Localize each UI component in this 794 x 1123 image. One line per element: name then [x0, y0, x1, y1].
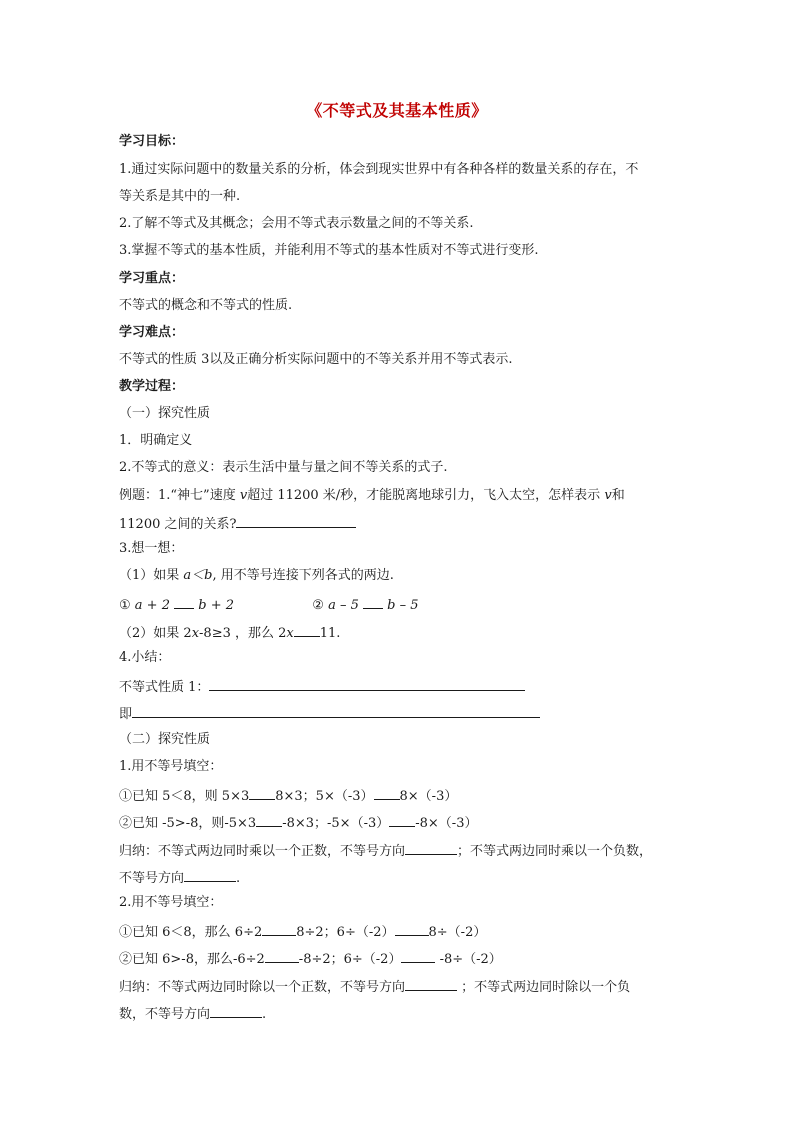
example-variable-v2: v [604, 488, 612, 503]
part-2-heading: （二）探究性质 [119, 732, 211, 747]
summary-2-line-2 [119, 1004, 266, 1023]
answer-blank[interactable] [209, 677, 525, 691]
part-1-heading: （一）探究性质 [119, 406, 211, 421]
summary-1-c: 不等号方向 [119, 871, 185, 886]
summary-2-c: 数，不等号方向 [119, 1007, 211, 1022]
fill-1-item-2-c: -8×（-3） [415, 816, 478, 831]
ji-line [119, 704, 540, 723]
page-title: 《不等式及其基本性质》 [306, 101, 488, 120]
answer-blank[interactable] [256, 813, 282, 827]
summary-1-b: ；不等式两边同时乘以一个负数， [457, 844, 653, 859]
focus-text: 不等式的概念和不等式的性质. [119, 298, 293, 313]
goal-2: 2.了解不等式及其概念；会用不等式表示数量之间的不等关系. [119, 216, 474, 231]
fill-2-item-1-c: 8÷（-2） [428, 925, 487, 940]
fill-1-item-1-a: ①已知 5＜8，则 5×3 [119, 789, 250, 804]
goals-heading: 学习目标： [119, 134, 185, 149]
fill-2-item-2-b: -8÷2；6÷（-2） [298, 952, 402, 967]
summary-1-line-1 [119, 841, 652, 860]
summary-1-a: 归纳：不等式两边同时乘以一个正数，不等号方向 [119, 844, 406, 859]
summary-2-d: . [262, 1007, 267, 1022]
summary-2-b: ；不等式两边同时除以一个负 [457, 980, 631, 995]
difficulty-text: 不等式的性质 3以及正确分析实际问题中的不等关系并用不等式表示. [119, 352, 513, 367]
question-2-var-x: x [191, 626, 200, 641]
property-1-line [119, 677, 525, 696]
answer-blank[interactable] [174, 595, 194, 609]
summary-1-line-2 [119, 868, 240, 887]
property-1-label: 不等式性质 1： [119, 680, 210, 695]
fill-2-item-2 [119, 949, 502, 968]
fill-1-item-1-c: 8×（-3） [399, 789, 458, 804]
answer-blank[interactable] [249, 786, 275, 800]
fill-2-item-1 [119, 922, 486, 941]
process-heading: 教学过程： [119, 379, 185, 394]
fill-1-item-1-b: 8×3；5×（-3） [275, 789, 374, 804]
answer-blank[interactable] [184, 868, 236, 882]
question-1-text-a: （1）如果 [119, 568, 184, 583]
question-1-items [119, 595, 419, 614]
question-1-expr: a＜b [183, 568, 213, 583]
goal-3: 3.掌握不等式的基本性质，并能利用不等式的基本性质对不等式进行变形. [119, 243, 539, 258]
item-1-marker: ① [119, 598, 135, 613]
difficulty-heading: 学习难点： [119, 325, 185, 340]
example-text-b: 超过 11200 米/秒，才能脱离地球引力，飞入太空，怎样表示 [247, 488, 605, 503]
goal-1-line-1: 1.通过实际问题中的数量关系的分析，体会到现实世界中有各种各样的数量关系的存在，不 [119, 162, 639, 177]
answer-blank[interactable] [401, 949, 435, 963]
item-1-left: a + 2 [134, 598, 170, 613]
answer-blank[interactable] [210, 1004, 262, 1018]
item-2-marker: ② [312, 598, 329, 613]
question-1 [119, 568, 394, 584]
question-2 [119, 623, 340, 642]
summary-2-a: 归纳：不等式两边同时除以一个正数，不等号方向 [119, 980, 406, 995]
question-2-text-c: 11. [319, 626, 341, 641]
answer-blank[interactable] [236, 514, 356, 528]
answer-blank[interactable] [405, 841, 457, 855]
example-line-2 [119, 514, 356, 533]
example-line-1 [119, 488, 625, 504]
item-2-left: a – 5 [328, 598, 359, 613]
fill-1-heading: 1.用不等号填空： [119, 759, 223, 774]
step-1: 1．明确定义 [119, 433, 193, 448]
answer-blank[interactable] [389, 813, 415, 827]
fill-1-item-2 [119, 813, 477, 832]
fill-2-heading: 2.用不等号填空： [119, 895, 223, 910]
goal-1-line-2: 等关系是其中的一种. [119, 189, 241, 204]
answer-blank[interactable] [405, 977, 457, 991]
answer-blank[interactable] [374, 786, 400, 800]
item-2-right: b – 5 [387, 598, 419, 613]
step-2: 2.不等式的意义：表示生活中量与量之间不等关系的式子. [119, 460, 448, 475]
question-1-text-b: , 用不等号连接下列各式的两边. [212, 568, 394, 583]
fill-1-item-2-a: ②已知 -5>-8，则-5×3 [119, 816, 257, 831]
answer-blank[interactable] [363, 595, 383, 609]
summary-1-d: . [236, 871, 241, 886]
step-4: 4.小结： [119, 650, 171, 665]
fill-1-item-1 [119, 786, 457, 805]
example-line-2-text: 11200 之间的关系? [119, 517, 237, 532]
answer-blank[interactable] [265, 949, 299, 963]
fill-2-item-1-a: ①已知 6＜8，那么 6÷2 [119, 925, 263, 940]
step-3: 3.想一想： [119, 541, 184, 556]
example-text-a: 例题：1.“神七”速度 [119, 488, 240, 503]
question-2-text-a: （2）如果 2 [119, 626, 192, 641]
answer-blank[interactable] [294, 623, 320, 637]
example-variable-v: v [239, 488, 248, 503]
answer-blank[interactable] [132, 704, 540, 718]
ji-label: 即 [119, 707, 133, 722]
fill-1-item-2-b: -8×3；-5×（-3） [282, 816, 390, 831]
answer-blank[interactable] [262, 922, 296, 936]
example-text-c: 和 [611, 488, 625, 503]
question-2-text-b: -8≥3 ，那么 2 [199, 626, 287, 641]
summary-2-line-1 [119, 977, 630, 996]
fill-2-item-1-b: 8÷2；6÷（-2） [296, 925, 395, 940]
question-2-var-x2: x [286, 626, 294, 641]
focus-heading: 学习重点： [119, 271, 185, 286]
fill-2-item-2-a: ②已知 6>-8，那么-6÷2 [119, 952, 265, 967]
fill-2-item-2-c: -8÷（-2） [435, 952, 502, 967]
answer-blank[interactable] [395, 922, 429, 936]
item-1-right: b + 2 [198, 598, 235, 613]
